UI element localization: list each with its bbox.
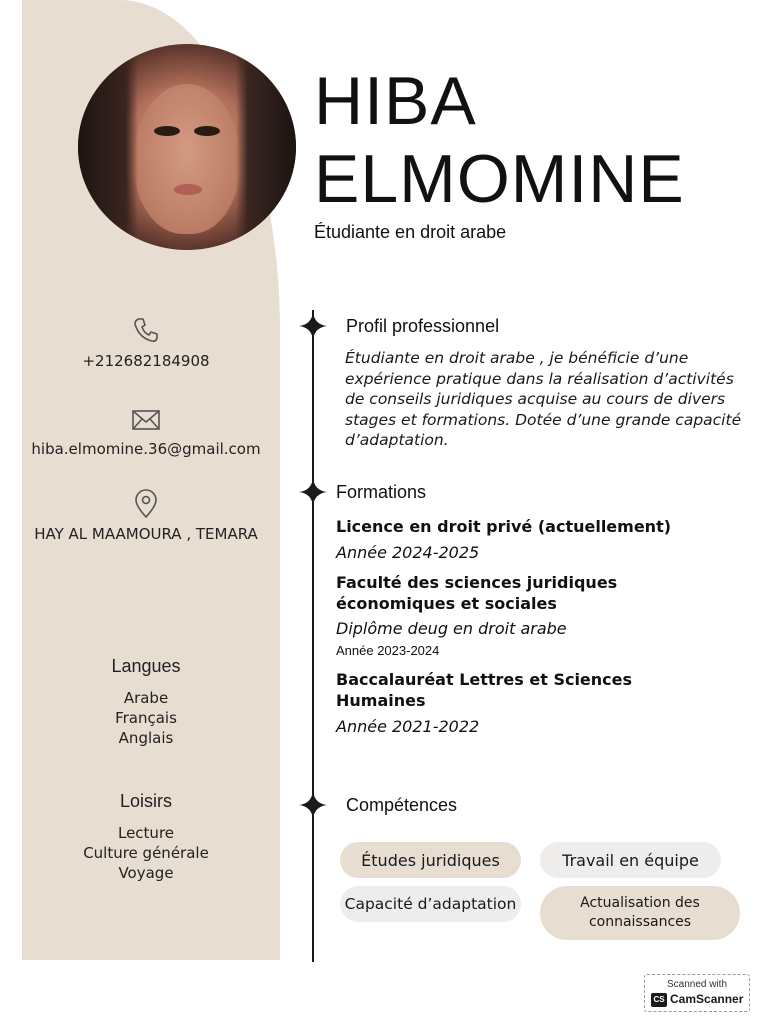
sparkle-icon — [297, 476, 329, 508]
scanner-caption: Scanned with — [666, 979, 728, 990]
education-title: Faculté des sciences juridiques économiques et sociales — [336, 573, 618, 613]
education-detail: Année 2024-2025 — [336, 542, 480, 562]
camscanner-logo-icon: CS — [651, 993, 667, 1007]
hobbies-list — [22, 823, 270, 883]
email-address: hiba.elmomine.36@gmail.com — [31, 440, 261, 458]
education-entry — [336, 670, 636, 737]
skill-pill: Actualisation des connaissances — [540, 886, 740, 940]
profile-heading: Profil professionnel — [346, 316, 500, 336]
job-title: Étudiante en droit arabe — [314, 222, 507, 242]
language-item: Arabe — [123, 689, 169, 707]
first-name: HIBA — [314, 63, 477, 139]
scanner-watermark — [644, 974, 750, 1012]
education-title: Licence en droit privé (actuellement) — [336, 517, 672, 536]
education-detail: Diplôme deug en droit arabe — [336, 619, 567, 638]
languages-list — [22, 688, 270, 748]
sparkle-icon — [297, 310, 329, 342]
skills-heading: Compétences — [346, 795, 458, 815]
timeline-line — [312, 310, 314, 962]
mail-icon — [130, 404, 162, 436]
education-heading: Formations — [336, 482, 427, 502]
education-entry — [336, 573, 736, 660]
language-item: Anglais — [118, 729, 174, 747]
full-name — [314, 62, 685, 218]
hobby-item: Lecture — [117, 824, 175, 842]
phone-number: +212682184908 — [82, 352, 210, 370]
profile-summary: Étudiante en droit arabe , je bénéficie d’une expérience pratique dans la réalisation d’activités de conseils juridiques acquise au cours de divers stages et formations. Dotée d’une grande capacité d’adaptation. — [345, 349, 742, 449]
skill-pill: Études juridiques — [340, 842, 521, 878]
last-name: ELMOMINE — [314, 141, 685, 217]
hobby-item: Culture générale — [83, 844, 209, 862]
education-title: Baccalauréat Lettres et Sciences Humaines — [336, 670, 633, 710]
address: HAY AL MAAMOURA , TEMARA — [34, 525, 258, 543]
profile-photo — [78, 44, 296, 250]
languages-heading: Langues — [111, 656, 181, 676]
skill-pill: Capacité d’adaptation — [340, 886, 521, 922]
sparkle-icon — [297, 789, 329, 821]
hobby-item: Voyage — [118, 864, 174, 882]
hobbies-heading: Loisirs — [119, 791, 172, 811]
education-entry — [336, 517, 746, 563]
language-item: Français — [115, 709, 177, 727]
location-pin-icon — [130, 488, 162, 520]
phone-icon — [130, 314, 162, 346]
education-year: Année 2023-2024 — [336, 643, 440, 658]
scanner-brand: CamScanner — [670, 992, 744, 1006]
education-detail: Année 2021-2022 — [336, 717, 480, 736]
skill-pill: Travail en équipe — [540, 842, 721, 878]
